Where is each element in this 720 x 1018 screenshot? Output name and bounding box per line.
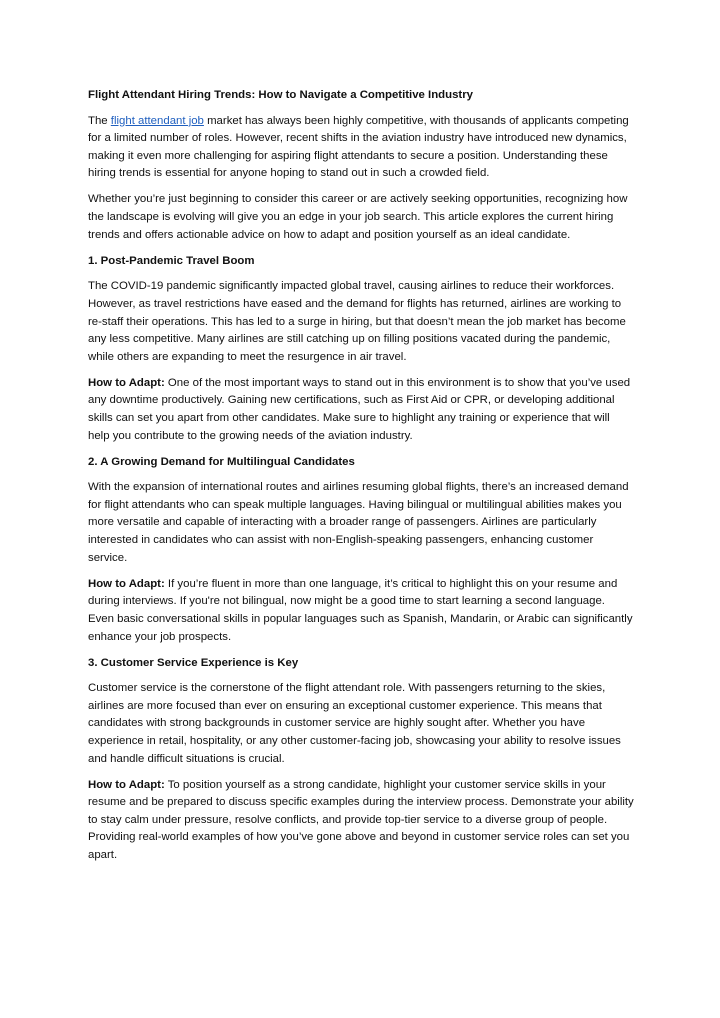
section-3-heading: 3. Customer Service Experience is Key (88, 656, 299, 669)
section-3-body: Customer service is the cornerstone of the flight attendant role. With passengers returning to the skies, airlines are more focused than ever on ensuring an exceptional customer experience. This means that candidates with strong backgrounds in customer service are highly sought after. Whether you have experience in retail, hospitality, or any other customer-facing job, showcasing your ability to resolve issues and handle difficult situations is crucial. (88, 682, 621, 765)
section-3-adapt-text: To position yourself as a strong candidate, highlight your customer service skills in your resume and be prepared to discuss specific examples during the interview process. Demonstrate your ability to stay calm under pressure, resolve conflicts, and provide top-tier service to a diverse group of people. Providing real-world examples of how you’ve gone above and beyond in customer service roles can set you apart. (88, 778, 634, 862)
section-1-heading: 1. Post-Pandemic Travel Boom (88, 254, 255, 267)
section-2-adapt-label: How to Adapt: (88, 577, 165, 590)
section-2-adapt-text: If you’re fluent in more than one language, it’s critical to highlight this on your resume and during interviews. If you're not bilingual, now might be a good time to start learning a second language. Even basic conversational skills in popular languages such as Spanish, Mandarin, or Arabic can significantly enhance your job prospects. (88, 577, 633, 643)
flight-attendant-job-link[interactable]: flight attendant job (110, 114, 204, 127)
intro-paragraph-1 (88, 113, 634, 183)
section-2-body: With the expansion of international routes and airlines resuming global flights, there’s an increased demand for flight attendants who can speak multiple languages. Having bilingual or multilingual abilities makes you more versatile and capable of interacting with a broader range of passengers. Airlines are particularly interested in candidates who can assist with non-English-speaking passengers, enhancing customer service. (88, 481, 629, 564)
section-2-adapt (88, 576, 634, 646)
section-1-body: The COVID-19 pandemic significantly impacted global travel, causing airlines to reduce their workforces. However, as travel restrictions have eased and the demand for flights has returned, airlines are working to re-staff their operations. This has led to a surge in hiring, but that doesn’t mean the job market has become any less competitive. Many airlines are still catching up on filling positions vacated during the pandemic, while others are expanding to meet the resurgence in air travel. (88, 280, 626, 363)
intro-text-prefix: The (88, 114, 111, 127)
section-3-adapt-label: How to Adapt: (88, 778, 165, 791)
section-1-adapt (88, 375, 634, 445)
section-2-heading: 2. A Growing Demand for Multilingual Candidates (88, 455, 355, 468)
document-title: Flight Attendant Hiring Trends: How to Navigate a Competitive Industry (88, 89, 473, 101)
section-1-adapt-text: One of the most important ways to stand out in this environment is to show that you’ve used any downtime productively. Gaining new certifications, such as First Aid or CPR, or developing additional skills can set you apart from other candidates. Make sure to highlight any training or experience that will help you contribute to the growing needs of the aviation industry. (88, 376, 631, 442)
section-1-adapt-label: How to Adapt: (88, 376, 165, 389)
intro-paragraph-2: Whether you’re just beginning to consider this career or are actively seeking opportunities, recognizing how the landscape is evolving will give you an edge in your job search. This article explores the current hiring trends and offers actionable advice on how to adapt and position yourself as an ideal candidate. (88, 193, 628, 241)
section-3-adapt (88, 777, 634, 865)
intro-text-suffix: market has always been highly competitive, with thousands of applicants competing for a limited number of roles. However, recent shifts in the aviation industry have introduced new dynamics, making it even more challenging for aspiring flight attendants to secure a position. Understanding these hiring trends is essential for anyone hoping to stand out in such a crowded field. (88, 114, 629, 180)
